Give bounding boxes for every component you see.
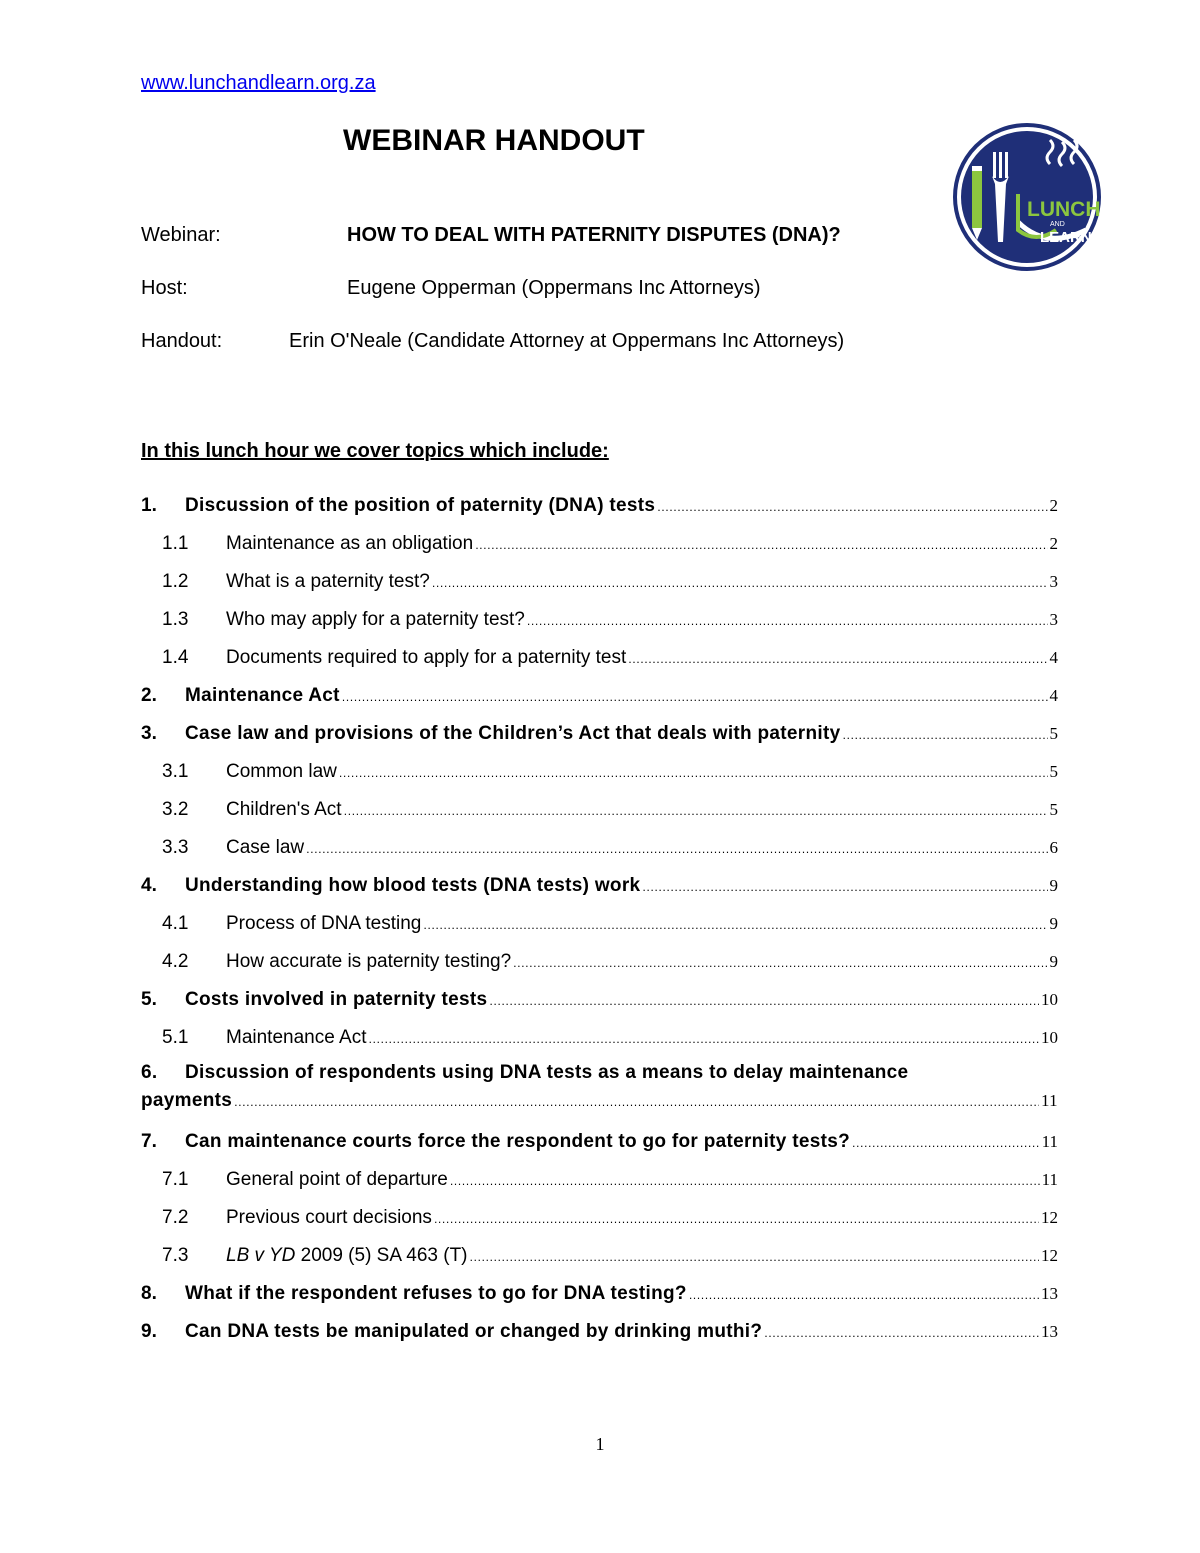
toc-text: Case law and provisions of the Children’s Act that deals with paternity — [185, 723, 841, 744]
toc-item-1-2[interactable] — [141, 564, 1058, 602]
toc-item-7-2[interactable] — [141, 1200, 1058, 1238]
webinar-title: HOW TO DEAL WITH PATERNITY DISPUTES (DNA)? — [347, 224, 841, 246]
toc-page: 3 — [1049, 610, 1058, 629]
toc-page: 13 — [1041, 1322, 1058, 1341]
toc-item-6[interactable] — [141, 1058, 1058, 1124]
toc-page: 11 — [1041, 1170, 1058, 1189]
toc-text: General point of departure — [226, 1169, 448, 1190]
toc-leader — [513, 950, 1047, 978]
toc-item-7[interactable] — [141, 1124, 1058, 1162]
toc-text: Maintenance Act — [226, 1027, 367, 1048]
toc-leader — [527, 608, 1048, 636]
toc-page: 5 — [1049, 800, 1058, 819]
toc-page: 11 — [1041, 1091, 1058, 1110]
toc-leader — [842, 722, 1047, 750]
toc-text: Children's Act — [226, 799, 342, 820]
toc-number: 5. — [141, 989, 157, 1010]
logo-text-learn: LEARN — [1040, 229, 1092, 246]
toc-number: 7. — [141, 1131, 157, 1152]
toc-number: 3.2 — [162, 799, 189, 820]
toc-text: Costs involved in paternity tests — [185, 989, 488, 1010]
toc-text-continued: payments — [141, 1090, 233, 1111]
toc-text: Maintenance as an obligation — [226, 533, 474, 554]
toc-number: 9. — [141, 1321, 157, 1342]
toc-text: Understanding how blood tests (DNA tests) work — [185, 875, 641, 896]
toc-leader — [342, 684, 1048, 712]
toc-page: 10 — [1041, 1028, 1058, 1047]
toc-page: 2 — [1049, 496, 1058, 515]
toc-leader — [475, 532, 1047, 560]
toc-item-3-2[interactable] — [141, 792, 1058, 830]
toc-text: What if the respondent refuses to go for DNA testing? — [185, 1283, 687, 1304]
toc-item-8[interactable] — [141, 1276, 1058, 1314]
toc-text: Can DNA tests be manipulated or changed by drinking muthi? — [185, 1321, 763, 1342]
toc-page: 12 — [1041, 1246, 1058, 1265]
toc-leader — [344, 798, 1048, 826]
toc-item-3[interactable] — [141, 716, 1058, 754]
toc-number: 1.4 — [162, 647, 189, 668]
website-link[interactable]: www.lunchandlearn.org.za — [141, 72, 376, 94]
toc-number: 3.3 — [162, 837, 189, 858]
toc-text: Can maintenance courts force the respondent to go for paternity tests? — [185, 1131, 850, 1152]
toc-item-3-1[interactable] — [141, 754, 1058, 792]
toc-item-7-3[interactable] — [141, 1238, 1058, 1276]
toc-leader — [642, 874, 1047, 902]
toc-page: 9 — [1049, 914, 1058, 933]
toc-leader — [434, 1206, 1039, 1234]
toc-number: 1.2 — [162, 571, 189, 592]
toc-text — [226, 1242, 468, 1270]
toc-page: 10 — [1041, 990, 1058, 1009]
toc-page: 3 — [1049, 572, 1058, 591]
toc-item-4-2[interactable] — [141, 944, 1058, 982]
toc-leader — [368, 1026, 1039, 1054]
toc-number: 7.3 — [162, 1245, 189, 1266]
toc-text: How accurate is paternity testing? — [226, 951, 512, 972]
toc-item-5[interactable] — [141, 982, 1058, 1020]
case-name: LB v YD — [226, 1245, 296, 1266]
toc-item-3-3[interactable] — [141, 830, 1058, 868]
toc-page: 2 — [1049, 534, 1058, 553]
toc-number: 5.1 — [162, 1027, 189, 1048]
toc-item-2[interactable] — [141, 678, 1058, 716]
toc-item-7-1[interactable] — [141, 1162, 1058, 1200]
toc-leader — [339, 760, 1048, 788]
toc-number: 6. — [141, 1062, 158, 1083]
toc-item-1-1[interactable] — [141, 526, 1058, 564]
toc-page: 11 — [1041, 1132, 1058, 1151]
toc-leader — [628, 646, 1047, 674]
toc-text: Who may apply for a paternity test? — [226, 609, 525, 630]
toc-page: 9 — [1049, 952, 1058, 971]
toc-leader — [470, 1244, 1039, 1272]
host-value: Eugene Opperman (Oppermans Inc Attorneys) — [347, 277, 761, 299]
toc-item-1-4[interactable] — [141, 640, 1058, 678]
toc-number: 3.1 — [162, 761, 189, 782]
toc-number: 1.1 — [162, 533, 189, 554]
host-label: Host: — [141, 277, 188, 299]
toc-text: Process of DNA testing — [226, 913, 422, 934]
toc-number: 8. — [141, 1283, 157, 1304]
toc-text: Case law — [226, 837, 305, 858]
toc-text: Maintenance Act — [185, 685, 340, 706]
lunch-and-learn-logo — [946, 122, 1108, 272]
toc-item-1-3[interactable] — [141, 602, 1058, 640]
pencil-icon — [972, 166, 982, 240]
toc-text: Discussion of respondents using DNA tests as a means to delay maintenance — [185, 1062, 909, 1083]
table-of-contents — [141, 488, 1058, 1352]
toc-text: Discussion of the position of paternity (DNA) tests — [185, 495, 656, 516]
page-number: 1 — [595, 1434, 605, 1454]
page-title: WEBINAR HANDOUT — [343, 124, 645, 157]
toc-leader — [489, 988, 1039, 1016]
toc-page: 4 — [1049, 648, 1058, 667]
toc-page: 13 — [1041, 1284, 1058, 1303]
toc-item-4-1[interactable] — [141, 906, 1058, 944]
toc-number: 1.3 — [162, 609, 189, 630]
toc-leader — [852, 1130, 1040, 1158]
toc-number: 7.1 — [162, 1169, 189, 1190]
toc-page: 12 — [1041, 1208, 1058, 1227]
toc-number: 4.2 — [162, 951, 189, 972]
handout-value: Erin O'Neale (Candidate Attorney at Oppermans Inc Attorneys) — [289, 330, 845, 352]
toc-number: 1. — [141, 495, 157, 516]
toc-leader — [306, 836, 1047, 864]
toc-leader — [450, 1168, 1040, 1196]
toc-item-4[interactable] — [141, 868, 1058, 906]
toc-item-5-1[interactable] — [141, 1020, 1058, 1058]
toc-leader — [764, 1320, 1039, 1348]
toc-text: Common law — [226, 761, 337, 782]
webinar-label: Webinar: — [141, 224, 221, 246]
toc-number: 4.1 — [162, 913, 189, 934]
toc-text: Previous court decisions — [226, 1207, 432, 1228]
toc-leader — [423, 912, 1047, 940]
toc-page: 4 — [1049, 686, 1058, 705]
toc-number: 2. — [141, 685, 157, 706]
toc-text: Documents required to apply for a paternity test — [226, 647, 627, 668]
toc-leader — [689, 1282, 1039, 1310]
toc-page: 5 — [1049, 762, 1058, 781]
toc-number: 3. — [141, 723, 157, 744]
toc-page: 6 — [1049, 838, 1058, 857]
logo-text-and: AND — [1050, 221, 1065, 228]
toc-number: 7.2 — [162, 1207, 189, 1228]
toc-leader — [432, 570, 1048, 598]
case-citation: 2009 (5) SA 463 (T) — [295, 1245, 468, 1266]
toc-text: What is a paternity test? — [226, 571, 430, 592]
handout-label: Handout: — [141, 330, 223, 352]
toc-leader — [657, 494, 1047, 522]
intro-heading: In this lunch hour we cover topics which include: — [141, 440, 609, 462]
toc-item-9[interactable] — [141, 1314, 1058, 1352]
toc-leader — [234, 1096, 1039, 1109]
logo-text-lunch: LUNCH — [1027, 198, 1101, 221]
toc-item-1[interactable] — [141, 488, 1058, 526]
toc-number: 4. — [141, 875, 157, 896]
toc-page: 5 — [1049, 724, 1058, 743]
toc-page: 9 — [1049, 876, 1058, 895]
